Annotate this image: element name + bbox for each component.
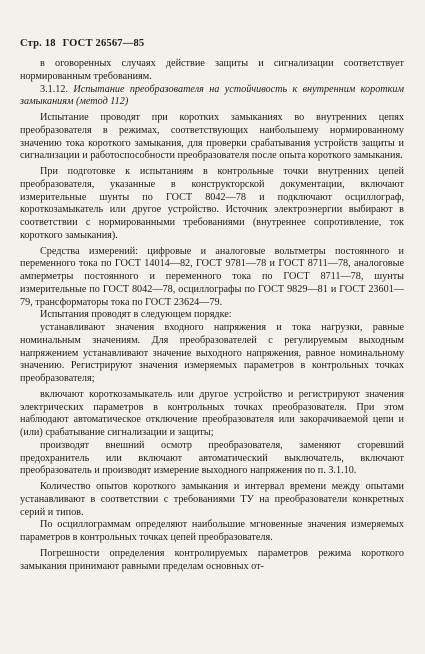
paragraph: При подготовке к испытаниям в контрольные точки внутренних цепей преобразователя, указанные в конструкторской документации, включают измерительные шунты по ГОСТ 8042—78 и подключают осциллограф, короткозамыкатель или другое устройство. Источник электроэнергии выбирают в соответствии с нормированными требованиями (внутреннее сопротивление, ток короткого замыкания). xyxy=(20,166,404,241)
paragraph: Погрешности определения контролируемых параметров режима короткого замыкания принимают равными пределам основных от- xyxy=(20,547,404,572)
section-title xyxy=(20,84,404,110)
standard-number: ГОСТ 26567—85 xyxy=(62,38,145,49)
section-number: 3.1.12. xyxy=(40,83,69,95)
paragraph: Количество опытов короткого замыкания и интервал времени между опытами устанавливают в соответствии с требованиями ТУ на преобразователи конкретных серий и типов. xyxy=(20,481,404,518)
paragraph: Средства измерений: цифровые и аналоговые вольтметры постоянного и переменного тока по ГОСТ 14014—82, ГОСТ 9781—78 и ГОСТ 8711—78, аналоговые амперметры постоянного и переменного тока по ГОСТ 8711—78, шунты измерительные по ГОСТ 8042—78, осциллографы по ГОСТ 9829—81 и ГОСТ 23601—79, трансформаторы тока по ГОСТ 23624—79. xyxy=(20,245,404,308)
paragraph: По осциллограммам определяют наибольшие мгновенные значения измеряемых параметров в контрольных точках цепей преобразователя. xyxy=(20,519,404,543)
paragraph: включают короткозамыкатель или другое устройство и регистрируют значения электрических параметров в контрольных точках преобразователя. При этом наблюдают автоматическое отключение преобразователя или закорачиваемой цепи и (или) срабатывание сигнализации и защиты; xyxy=(20,388,404,438)
paragraph: Испытания проводят в следующем порядке: xyxy=(40,309,232,321)
intro-paragraph: в оговоренных случаях действие защиты и сигнализации соответствует нормированным требованиям. xyxy=(20,58,404,82)
document-body xyxy=(20,58,404,573)
page-label: Стр. 18 xyxy=(20,38,56,49)
page-header xyxy=(20,38,144,49)
paragraph: устанавливают значения входного напряжения и тока нагрузки, равные номинальным значениям. Для преобразователей с регулируемым выходным напряжением устанавливают значение выходного напряжения, равное номинальному значению. Регистрируют значения измеряемых параметров в контрольных точках преобразователя; xyxy=(20,322,404,384)
paragraph: Испытание проводят при коротких замыканиях во внутренних цепях преобразователя в режимах, соответствующих наибольшему нормированному значению тока короткого замыкания, для проверки срабатывания устройств защиты и сигнализации и работоспособности преобразователя после опыта короткого замыкания. xyxy=(20,112,404,162)
paragraph: производят внешний осмотр преобразователя, заменяют сгоревший предохранитель или включают автоматический выключатель, включают преобразователь и производят измерение выходного напряжения по п. 3.1.10. xyxy=(20,439,404,477)
section-title-text: Испытание преобразователя на устойчивость к внутренним коротким замыканиям (метод 112) xyxy=(20,83,405,108)
